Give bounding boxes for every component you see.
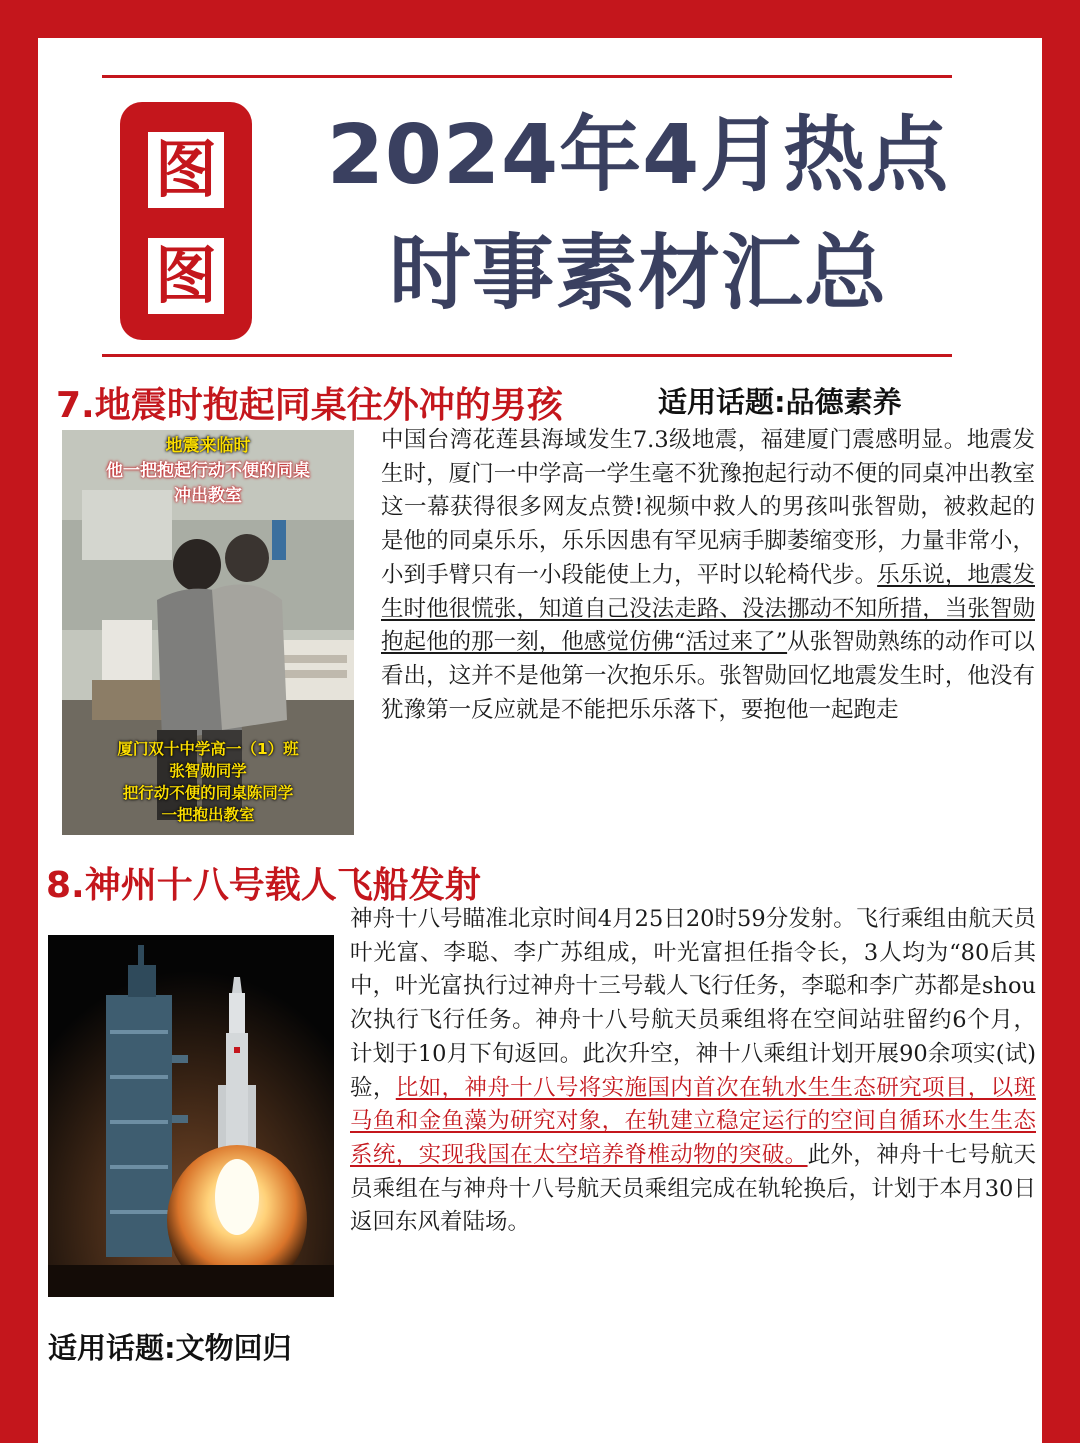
page-title-line-2: 时事素材汇总 xyxy=(388,226,887,321)
section-7-text-underlined: 乐乐说，地震发生时他很慌张，知道自己没法走路、没法挪动不知所措，当张智勋抱起他的那一刻，他感觉仿佛“活过来了” xyxy=(381,561,1035,656)
section-7-body xyxy=(381,424,1035,727)
section-8-text-red: 比如，神舟十八号将实施国内首次在轨水生生态研究项目，以斑马鱼和金鱼藻为研究对象，在轨建立稳定运行的空间自循环水生生态系统，实现我国在太空培养脊椎动物的突破。 xyxy=(350,1074,1036,1168)
section-8-title: 8.神州十八号载人飞船发射 xyxy=(46,865,481,906)
section-7-topic: 适用话题:品德素养 xyxy=(658,385,902,419)
section-8-body xyxy=(350,903,1036,1240)
section-7-text-1: 中国台湾花莲县海域发生7.3级地震，福建厦门震感明显。地震发生时，厦门一中学高一学生毫不犹豫抱起行动不便的同桌冲出教室这一幕获得很多网友点赞!视频中救人的男孩叫张智勋，被救起的是他的同桌乐乐，乐乐因患有罕见病手脚萎缩变形，力量非常小，小到手臂只有一小段能使上力，平时以轮椅代步。 xyxy=(381,427,1035,588)
photo-caption-top-1: 地震来临时 xyxy=(165,436,251,456)
header-badge xyxy=(120,102,252,340)
section-8-photo xyxy=(48,935,334,1297)
photo-caption-bottom-4: 一把抱出教室 xyxy=(161,806,255,824)
badge-char-2: 图 xyxy=(148,238,224,314)
photo-caption-top-3: 冲出教室 xyxy=(174,486,242,506)
photo-caption-bottom-2: 张智勋同学 xyxy=(169,762,247,780)
header-top-rule xyxy=(102,75,952,78)
badge-char-1: 图 xyxy=(148,132,224,208)
photo-caption-bottom-3: 把行动不便的同桌陈同学 xyxy=(122,784,294,802)
section-7-text-2: 从张智勋熟练的动作可以看出，这并不是他第一次抱乐乐。张智勋回忆地震发生时，他没有犹豫第一反应就是不能把乐乐落下，要抱他一起跑走 xyxy=(381,629,1035,723)
section-8-topic: 适用话题:文物回归 xyxy=(48,1331,292,1365)
header-bottom-rule xyxy=(102,354,952,357)
photo-caption-top-2: 他一把抱起行动不便的同桌 xyxy=(106,461,310,481)
section-8-text-2: 此外，神舟十七号航天员乘组在与神舟十八号航天员乘组完成在轨轮换后，计划于本月30日返回东风着陆场。 xyxy=(350,1141,1036,1236)
photo-caption-bottom-1: 厦门双十中学高一（1）班 xyxy=(117,740,299,758)
poster-page xyxy=(38,38,1042,1443)
page-title-line-1: 2024年4月热点 xyxy=(326,108,950,203)
section-8-text-1: 神舟十八号瞄准北京时间4月25日20时59分发射。飞行乘组由航天员叶光富、李聪、李广苏组成，叶光富担任指令长，3人均为“80后其中，叶光富执行过神舟十三号载人飞行任务，李聪和李广苏都是shou次执行飞行任务。神舟十八号航天员乘组将在空间站驻留约6个月，计划于10月下旬返回。此次升空，神十八乘组计划开展90余项实(试)验， xyxy=(350,906,1036,1101)
section-7-title: 7.地震时抱起同桌往外冲的男孩 xyxy=(56,385,563,426)
section-7-photo xyxy=(62,430,354,835)
